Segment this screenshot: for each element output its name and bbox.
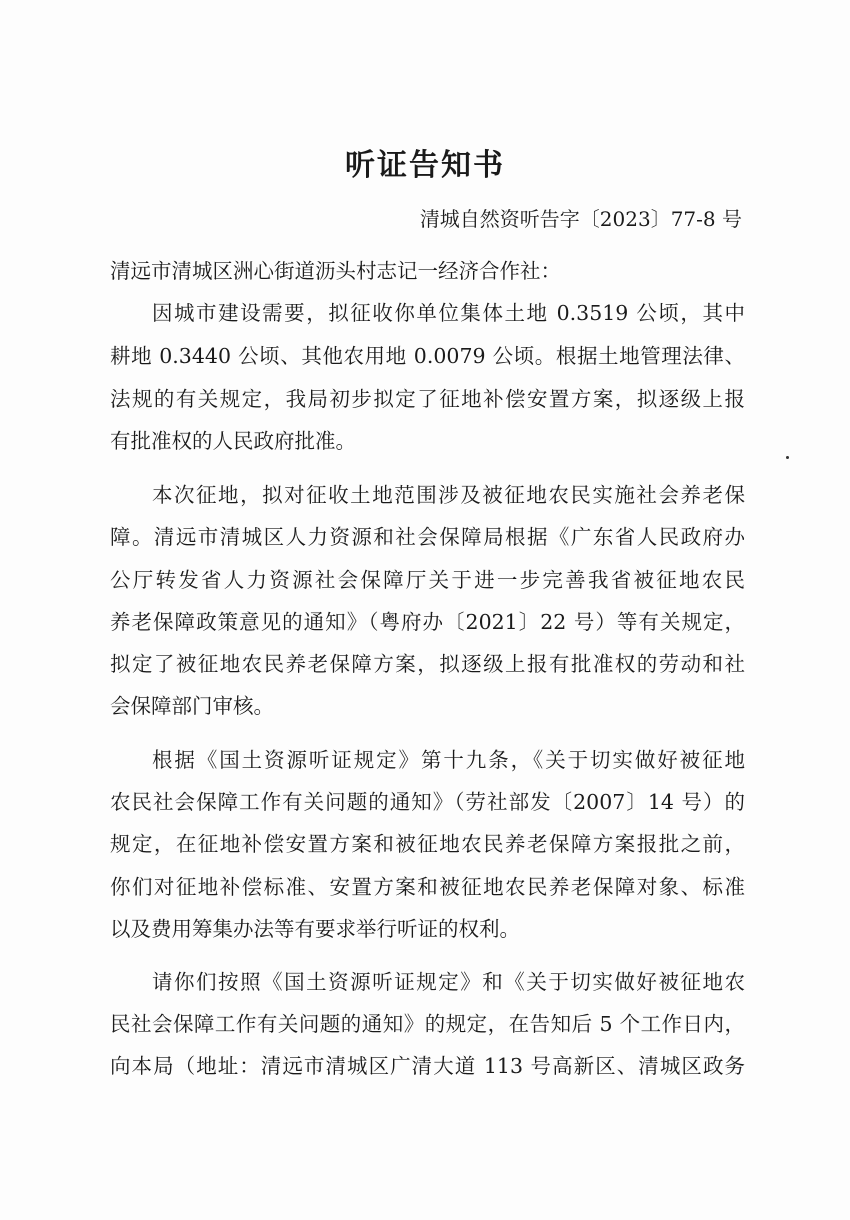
paragraph-3-line-1: 根据《国土资源听证规定》第十九条，《关于切实做好被征地 — [152, 748, 745, 772]
paragraph-2-line-3: 公厅转发省人力资源社会保障厅关于进一步完善我省被征地农民 — [110, 568, 745, 592]
document-number: 清城自然资听告字〔2023〕77-8 号 — [419, 207, 742, 231]
paragraph-1-line-3: 法规的有关规定，我局初步拟定了征地补偿安置方案，拟逐级上报 — [110, 387, 745, 411]
paragraph-1-line-2: 耕地 0.3440 公顷、其他农用地 0.0079 公顷。根据土地管理法律、 — [110, 344, 745, 368]
paragraph-1-line-1: 因城市建设需要，拟征收你单位集体土地 0.3519 公顷，其中 — [152, 301, 745, 325]
paragraph-4-line-2: 民社会保障工作有关问题的通知》的规定，在告知后 5 个工作日内， — [110, 1012, 745, 1036]
paragraph-2-line-6: 会保障部门审核。 — [110, 694, 274, 718]
paragraph-4-line-3: 向本局（地址：清远市清城区广清大道 113 号高新区、清城区政务 — [110, 1054, 745, 1078]
paragraph-3-line-5: 以及费用筹集办法等有要求举行听证的权利。 — [110, 917, 520, 941]
paragraph-3-line-3: 规定，在征地补偿安置方案和被征地农民养老保障方案报批之前， — [110, 832, 745, 856]
paragraph-4-line-1: 请你们按照《国土资源听证规定》和《关于切实做好被征地农 — [152, 970, 745, 994]
paragraph-1-line-4: 有批准权的人民政府批准。 — [110, 429, 356, 453]
paragraph-3-line-2: 农民社会保障工作有关问题的通知》（劳社部发〔2007〕14 号）的 — [110, 790, 745, 814]
document-title: 听证告知书 — [345, 148, 505, 183]
scan-speck — [786, 456, 789, 459]
paragraph-3-line-4: 你们对征地补偿标准、安置方案和被征地农民养老保障对象、标准 — [110, 875, 745, 899]
paragraph-2-line-4: 养老保障政策意见的通知》（粤府办〔2021〕22 号）等有关规定， — [110, 610, 745, 634]
paragraph-2-line-1: 本次征地，拟对征收土地范围涉及被征地农民实施社会养老保 — [152, 483, 745, 507]
paragraph-2-line-2: 障。清远市清城区人力资源和社会保障局根据《广东省人民政府办 — [110, 525, 745, 549]
addressee: 清远市清城区洲心街道沥头村志记一经济合作社： — [110, 259, 561, 283]
paragraph-2-line-5: 拟定了被征地农民养老保障方案，拟逐级上报有批准权的劳动和社 — [110, 652, 745, 676]
